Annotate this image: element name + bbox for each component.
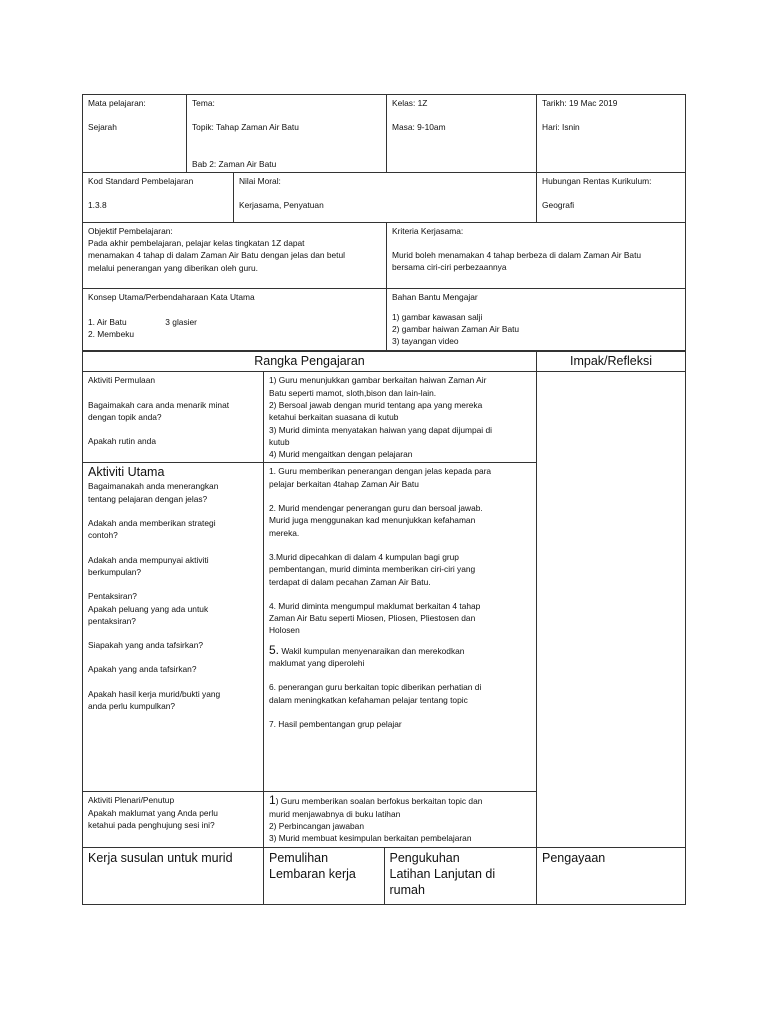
konsep-item: 2. Membeku xyxy=(88,328,135,339)
mata-pelajaran-value: Sejarah xyxy=(88,122,117,133)
utama-question: Siapakah yang anda tafsirkan? xyxy=(88,640,204,651)
utama-step: terdapat di dalam pecahan Zaman Air Batu. xyxy=(269,576,431,587)
utama-question: berkumpulan? xyxy=(88,566,142,577)
nilai-moral-value: Kerjasama, Penyatuan xyxy=(239,200,324,211)
bahan-cell xyxy=(387,289,686,351)
objektif-cell xyxy=(83,223,387,289)
utama-step: 4. Murid diminta mengumpul maklumat berkaitan 4 tahap xyxy=(269,600,481,611)
bahan-item: 1) gambar kawasan salji xyxy=(392,311,483,322)
kod-standard-cell xyxy=(83,172,234,222)
utama-question: contoh? xyxy=(88,530,118,541)
objektif-line: melalui penerangan yang diberikan oleh guru. xyxy=(88,262,258,273)
lesson-plan xyxy=(82,94,685,905)
kod-standard-value: 1.3.8 xyxy=(88,200,107,211)
utama-question: anda perlu kumpulkan? xyxy=(88,701,176,712)
masa-value: Masa: 9-10am xyxy=(392,122,446,133)
penutup-question: Apakah maklumat yang Anda perlu xyxy=(88,807,218,818)
kriteria-label: Kriteria Kerjasama: xyxy=(392,225,464,236)
utama-step: Zaman Air Batu seperti Miosen, Pliosen, Pliestosen dan xyxy=(269,613,476,624)
utama-step: 1. Guru memberikan penerangan dengan jelas kepada para xyxy=(269,466,492,477)
permulaan-steps-cell xyxy=(264,372,537,463)
utama-question: Bagaimanakah anda menerangkan xyxy=(88,481,219,492)
permulaan-question: dengan topik anda? xyxy=(88,411,162,422)
kelas-value: Kelas: 1Z xyxy=(392,98,428,108)
pengayaan-cell: Pengayaan xyxy=(537,848,686,905)
utama-question-cell xyxy=(83,463,264,792)
kriteria-line: Murid boleh menamakan 4 tahap berbeza di dalam Zaman Air Batu xyxy=(392,250,642,261)
utama-step: 3.Murid dipecahkan di dalam 4 kumpulan bagi grup xyxy=(269,551,459,562)
utama-question: Apakah hasil kerja murid/bukti yang xyxy=(88,688,221,699)
permulaan-step: ketahui berkaitan suasana di kutub xyxy=(269,412,399,423)
pengukuhan-cell xyxy=(384,848,536,904)
penutup-step: murid menjawabnya di buku latihan xyxy=(269,808,401,819)
konsep-item-row xyxy=(88,316,381,328)
impak-refleksi-cell xyxy=(537,372,686,848)
permulaan-step: kutub xyxy=(269,436,290,447)
utama-step: maklumat yang diperolehi xyxy=(269,658,365,669)
utama-step: Holosen xyxy=(269,625,300,636)
header-table xyxy=(82,94,686,223)
utama-step-number: 5. xyxy=(269,642,280,657)
utama-step: 2. Murid mendengar penerangan guru dan bersoal jawab. xyxy=(269,503,483,514)
utama-question: Apakah yang anda tafsirkan? xyxy=(88,664,197,675)
objektif-line: Pada akhir pembelajaran, pelajar kelas tingkatan 1Z dapat xyxy=(88,238,305,249)
penutup-step-row xyxy=(269,794,531,807)
nilai-moral-cell xyxy=(234,172,537,222)
bahan-item: 2) gambar haiwan Zaman Air Batu xyxy=(392,323,520,334)
permulaan-step: Batu seperti mamot, sloth,bison dan lain-lain. xyxy=(269,387,437,398)
mata-pelajaran-label: Mata pelajaran: xyxy=(88,98,146,108)
kerja-susulan-inner xyxy=(264,848,536,904)
objektif-table xyxy=(82,223,686,352)
penutup-label: Aktiviti Plenari/Penutup xyxy=(88,795,175,806)
konsep-item: 1. Air Batu xyxy=(88,316,127,327)
konsep-label: Konsep Utama/Perbendaharaan Kata Utama xyxy=(88,292,255,303)
mata-pelajaran-cell xyxy=(83,95,187,173)
hubungan-cell xyxy=(537,172,686,222)
nilai-moral-label: Nilai Moral: xyxy=(239,175,281,186)
kerja-susulan-split xyxy=(264,848,537,905)
utama-question: Apakah peluang yang ada untuk xyxy=(88,603,209,614)
impak-title: Impak/Refleksi xyxy=(537,352,686,372)
pemulihan-value: Lembaran kerja xyxy=(269,867,356,882)
kriteria-cell xyxy=(387,223,686,289)
permulaan-step: 2) Bersoal jawab dengan murid tentang apa yang mereka xyxy=(269,399,483,410)
permulaan-question: Apakah rutin anda xyxy=(88,436,156,447)
kelas-cell xyxy=(387,95,537,173)
utama-step: Wakil kumpulan menyenaraikan dan merekodkan xyxy=(279,645,465,656)
konsep-cell xyxy=(83,289,387,351)
pengukuhan-value: rumah xyxy=(389,883,425,898)
utama-question: pentaksiran? xyxy=(88,615,136,626)
rangka-title: Rangka Pengajaran xyxy=(83,352,537,372)
permulaan-step: 1) Guru menunjukkan gambar berkaitan haiwan Zaman Air xyxy=(269,375,487,386)
hubungan-label: Hubungan Rentas Kurikulum: xyxy=(542,175,652,186)
utama-title: Aktiviti Utama xyxy=(88,465,165,480)
bab-value: Bab 2: Zaman Air Batu xyxy=(192,158,277,169)
kod-standard-label: Kod Standard Pembelajaran xyxy=(88,175,194,186)
utama-question: tentang pelajaran dengan jelas? xyxy=(88,493,208,504)
tarikh-value: Tarikh: 19 Mac 2019 xyxy=(542,98,618,108)
tema-label: Tema: xyxy=(192,98,215,108)
utama-step: 6. penerangan guru berkaitan topic diberikan perhatian di xyxy=(269,682,482,693)
permulaan-step: 4) Murid mengaitkan dengan pelajaran xyxy=(269,449,413,460)
penutup-step-number: 1 xyxy=(269,793,276,808)
penutup-step: 2) Perbincangan jawaban xyxy=(269,821,364,832)
utama-question: Adakah anda memberikan strategi xyxy=(88,518,216,529)
topik-value: Topik: Tahap Zaman Air Batu xyxy=(192,122,299,133)
hari-value: Hari: Isnin xyxy=(542,122,580,133)
bahan-item: 3) tayangan video xyxy=(392,336,459,347)
permulaan-step: 3) Murid diminta menyatakan haiwan yang dapat dijumpai di xyxy=(269,424,492,435)
pemulihan-cell xyxy=(264,848,384,904)
kriteria-line: bersama ciri-ciri perbezaannya xyxy=(392,262,507,273)
pemulihan-label: Pemulihan xyxy=(269,851,329,866)
hubungan-value: Geografi xyxy=(542,200,575,211)
utama-steps-cell xyxy=(264,463,537,792)
pengukuhan-label: Pengukuhan xyxy=(389,851,460,866)
utama-question: Pentaksiran? xyxy=(88,591,137,602)
pengukuhan-value: Latihan Lanjutan di xyxy=(389,867,496,882)
utama-step-row xyxy=(269,644,531,657)
bahan-label: Bahan Bantu Mengajar xyxy=(392,292,478,303)
utama-step: Murid juga menggunakan kad menunjukkan kefahaman xyxy=(269,515,476,526)
utama-step: pelajar berkaitan 4tahap Zaman Air Batu xyxy=(269,478,419,489)
penutup-step: 3) Murid membuat kesimpulan berkaitan pembelajaran xyxy=(269,833,472,844)
tarikh-cell xyxy=(537,95,686,173)
penutup-question: ketahui pada penghujung sesi ini? xyxy=(88,820,215,831)
objektif-label: Objektif Pembelajaran: xyxy=(88,225,173,236)
utama-step: dalam meningkatkan kefahaman pelajar tentang topic xyxy=(269,694,468,705)
konsep-item: 3 glasier xyxy=(165,316,197,327)
kerja-susulan-label: Kerja susulan untuk murid xyxy=(83,848,264,905)
utama-step: mereka. xyxy=(269,527,300,538)
penutup-steps-cell xyxy=(264,792,537,848)
permulaan-question: Bagaimakah cara anda menarik minat xyxy=(88,399,230,410)
rangka-table xyxy=(82,351,686,905)
utama-step: pembentangan, murid diminta memberikan ciri-ciri yang xyxy=(269,564,476,575)
objektif-line: menamakan 4 tahap di dalam Zaman Air Batu dengan jelas dan betul xyxy=(88,250,345,261)
utama-step: 7. Hasil pembentangan grup pelajar xyxy=(269,718,402,729)
utama-question: Adakah anda mempunyai aktiviti xyxy=(88,554,209,565)
penutup-step: ) Guru memberikan soalan berfokus berkaitan topic dan xyxy=(275,796,483,807)
tema-cell xyxy=(187,95,387,173)
penutup-question-cell xyxy=(83,792,264,848)
permulaan-label: Aktiviti Permulaan xyxy=(88,375,156,386)
permulaan-question-cell xyxy=(83,372,264,463)
